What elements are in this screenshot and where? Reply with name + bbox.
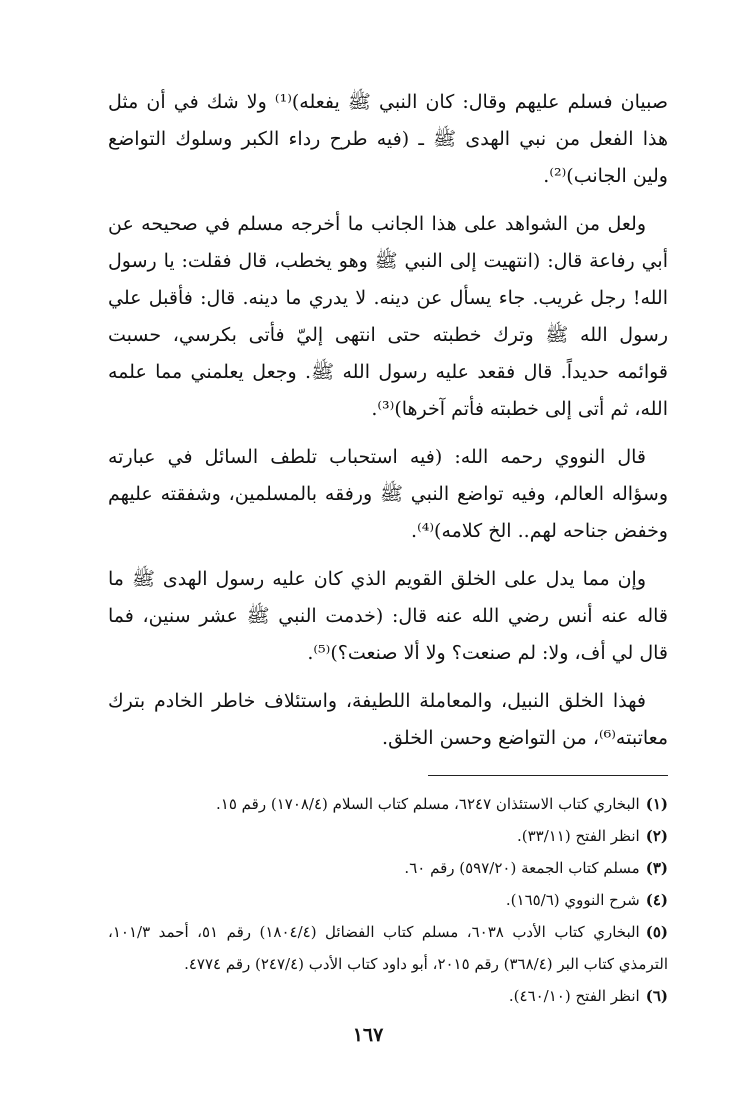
paragraph-3 [108,439,668,550]
footnote-1 [108,788,668,820]
footnote-5 [108,916,668,980]
paragraph-3-text: قال النووي رحمه الله: (فيه استحباب تلطف السائل في عبارته وسؤاله العالم، وفيه تواضع النبي ﷺ ورفقه بالمسلمين، وشفقته عليهم وخفض جناحه لهم.. الخ كلامه)⁽⁴⁾. [108,446,668,542]
footnote-4 [108,884,668,916]
footnote-number: (٢) [645,827,668,845]
footnote-text: البخاري كتاب الاستئذان ٦٢٤٧، مسلم كتاب السلام (١٧٠٨/٤) رقم ١٥. [216,795,640,813]
footnote-number: (٦) [645,987,668,1005]
footnote-2 [108,820,668,852]
footnote-text: مسلم كتاب الجمعة (٥٩٧/٢٠) رقم ٦٠. [404,859,640,877]
paragraph-1: صبيان فسلم عليهم وقال: كان النبي ﷺ يفعله)⁽¹⁾ ولا شك في أن مثل هذا الفعل من نبي الهدى ﷺ ـ (فيه طرح رداء الكبر وسلوك التواضع ولين الجانب)⁽²⁾. [108,91,668,187]
paragraph-5-text: فهذا الخلق النبيل، والمعاملة اللطيفة، واستئلاف خاطر الخادم بترك معاتبته⁽⁶⁾، من التواضع وحسن الخلق. [108,690,668,749]
paragraph-2 [108,206,668,428]
footnote-3 [108,852,668,884]
footnotes [108,788,668,1012]
paragraph-4-text: وإن مما يدل على الخلق القويم الذي كان عليه رسول الهدى ﷺ ما قاله عنه أنس رضي الله عنه قال: (خدمت النبي ﷺ عشر سنين، فما قال لي أف، ولا: لم صنعت؟ ولا ألا صنعت؟)⁽⁵⁾. [108,568,668,664]
footnote-text: انظر الفتح (٤٦٠/١٠). [508,987,640,1005]
paragraph-4 [108,561,668,672]
footnote-number: (٥) [645,923,668,941]
footnote-divider [428,775,668,776]
footnote-text: شرح النووي (١٦٥/٦). [505,891,640,909]
page-number: ١٦٧ [352,1024,384,1046]
footnote-6 [108,980,668,1012]
footnote-number: (٤) [645,891,668,909]
paragraph-2-text: ولعل من الشواهد على هذا الجانب ما أخرجه مسلم في صحيحه عن أبي رفاعة قال: (انتهيت إلى النبي ﷺ وهو يخطب، قال فقلت: يا رسول الله! رجل غريب. جاء يسأل عن دينه. لا يدري ما دينه. قال: فأقبل علي رسول الله ﷺ وترك خطبته حتى انتهى إليّ فأتى بكرسي، حسبت قوائمه حديداً. قال فقعد عليه رسول الله ﷺ. وجعل يعلمني مما علمه الله، ثم أتى إلى خطبته فأتم آخرها)⁽³⁾. [108,213,668,420]
page-body [108,84,668,1012]
footnote-text: البخاري كتاب الأدب ٦٠٣٨، مسلم كتاب الفضائل (١٨٠٤/٤) رقم ٥١، أحمد ١٠١/٣، الترمذي كتاب البر (٣٦٨/٤) رقم ٢٠١٥، أبو داود كتاب الأدب (٢٤٧/٤) رقم ٤٧٧٤. [108,923,668,973]
footnote-text: انظر الفتح (٣٣/١١). [516,827,640,845]
footnote-number: (١) [645,795,668,813]
footnote-number: (٣) [645,859,668,877]
paragraph-5 [108,683,668,757]
